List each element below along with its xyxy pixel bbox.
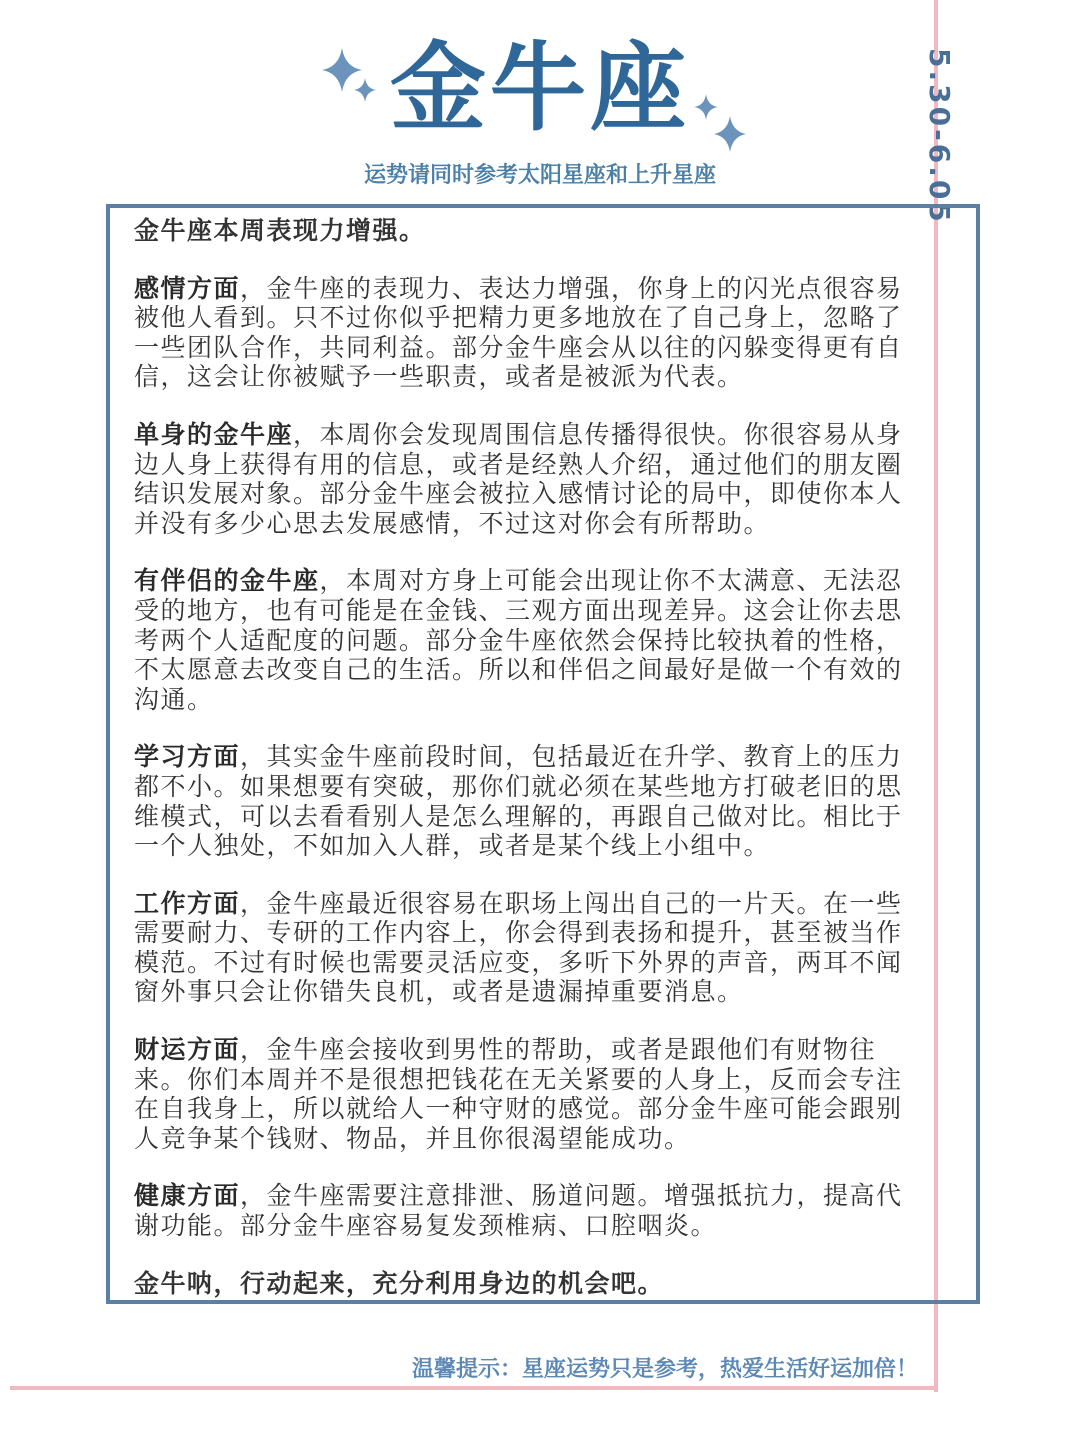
section-heading: 有伴侣的金牛座 xyxy=(134,566,320,596)
section-paragraph xyxy=(134,274,914,392)
section-paragraph xyxy=(134,889,914,1007)
section-text: ，金牛座需要注意排泄、肠道问题。增强抵抗力，提高代谢功能。部分金牛座容易复发颈椎病、口腔咽炎。 xyxy=(134,1181,903,1241)
footer-tip: 温馨提示：星座运势只是参考，热爱生活好运加倍！ xyxy=(411,1357,918,1382)
closing-line: 金牛呐，行动起来，充分利用身边的机会吧。 xyxy=(134,1268,665,1298)
section-paragraph xyxy=(134,566,914,714)
section-paragraph xyxy=(134,1181,914,1240)
section-text: ，其实金牛座前段时间，包括最近在升学、教育上的压力都不小。如果想要有突破，那你们就必须在某些地方打破老旧的思维模式，可以去看看别人是怎么理解的，再跟自己做对比。相比于一个人独处，不如加入人群，或者是某个线上小组中。 xyxy=(134,742,903,861)
pink-horizontal-line xyxy=(10,1386,938,1390)
section-heading: 工作方面 xyxy=(134,888,241,918)
section-heading: 感情方面 xyxy=(134,273,241,303)
section-text: ，金牛座的表现力、表达力增强，你身上的闪光点很容易被他人看到。只不过你似乎把精力更多地放在了自己身上，忽略了一些团队合作，共同利益。部分金牛座会从以往的闪躲变得更有自信，这会让你被赋予一些职责，或者是被派为代表。 xyxy=(134,273,903,392)
section-text: ，金牛座最近很容易在职场上闯出自己的一片天。在一些需要耐力、专研的工作内容上，你会得到表扬和提升，甚至被当作模范。不过有时候也需要灵活应变，多听下外界的声音，两耳不闻窗外事只会让你错失良机，或者是遗漏掉重要消息。 xyxy=(134,888,903,1007)
horoscope-content xyxy=(134,216,914,1326)
section-heading: 学习方面 xyxy=(134,742,241,772)
section-paragraph xyxy=(134,420,914,538)
subtitle: 运势请同时参考太阳星座和上升星座 xyxy=(363,163,716,188)
section-heading: 健康方面 xyxy=(134,1181,241,1211)
section-paragraph xyxy=(134,742,914,860)
section-text: ，金牛座会接收到男性的帮助，或者是跟他们有财物往来。你们本周并不是很想把钱花在无关紧要的人身上，反而会专注在自我身上，所以就给人一种守财的感觉。部分金牛座可能会跟别人竞争某个钱财、物品，并且你很渴望能成功。 xyxy=(134,1035,903,1153)
section-paragraph xyxy=(134,1035,914,1153)
intro-line: 金牛座本周表现力增强。 xyxy=(134,216,426,245)
date-range: 5.30-6.05 xyxy=(923,48,956,225)
section-text: ，本周你会发现周围信息传播得很快。你很容易从身边人身上获得有用的信息，或者是经熟人介绍，通过他们的朋友圈结识发展对象。部分金牛座会被拉入感情讨论的局中，即使你本人并没有多少心思去发展感情，不过这对你会有所帮助。 xyxy=(134,419,903,538)
section-text: ，本周对方身上可能会出现让你不太满意、无法忍受的地方，也有可能是在金钱、三观方面出现差异。这会让你去思考两个人适配度的问题。部分金牛座依然会保持比较执着的性格，不太愿意去改变自己的生活。所以和伴侣之间最好是做一个有效的沟通。 xyxy=(134,566,903,714)
section-heading: 财运方面 xyxy=(134,1035,241,1065)
page-title: 金牛座 xyxy=(390,32,690,144)
section-heading: 单身的金牛座 xyxy=(134,419,294,449)
